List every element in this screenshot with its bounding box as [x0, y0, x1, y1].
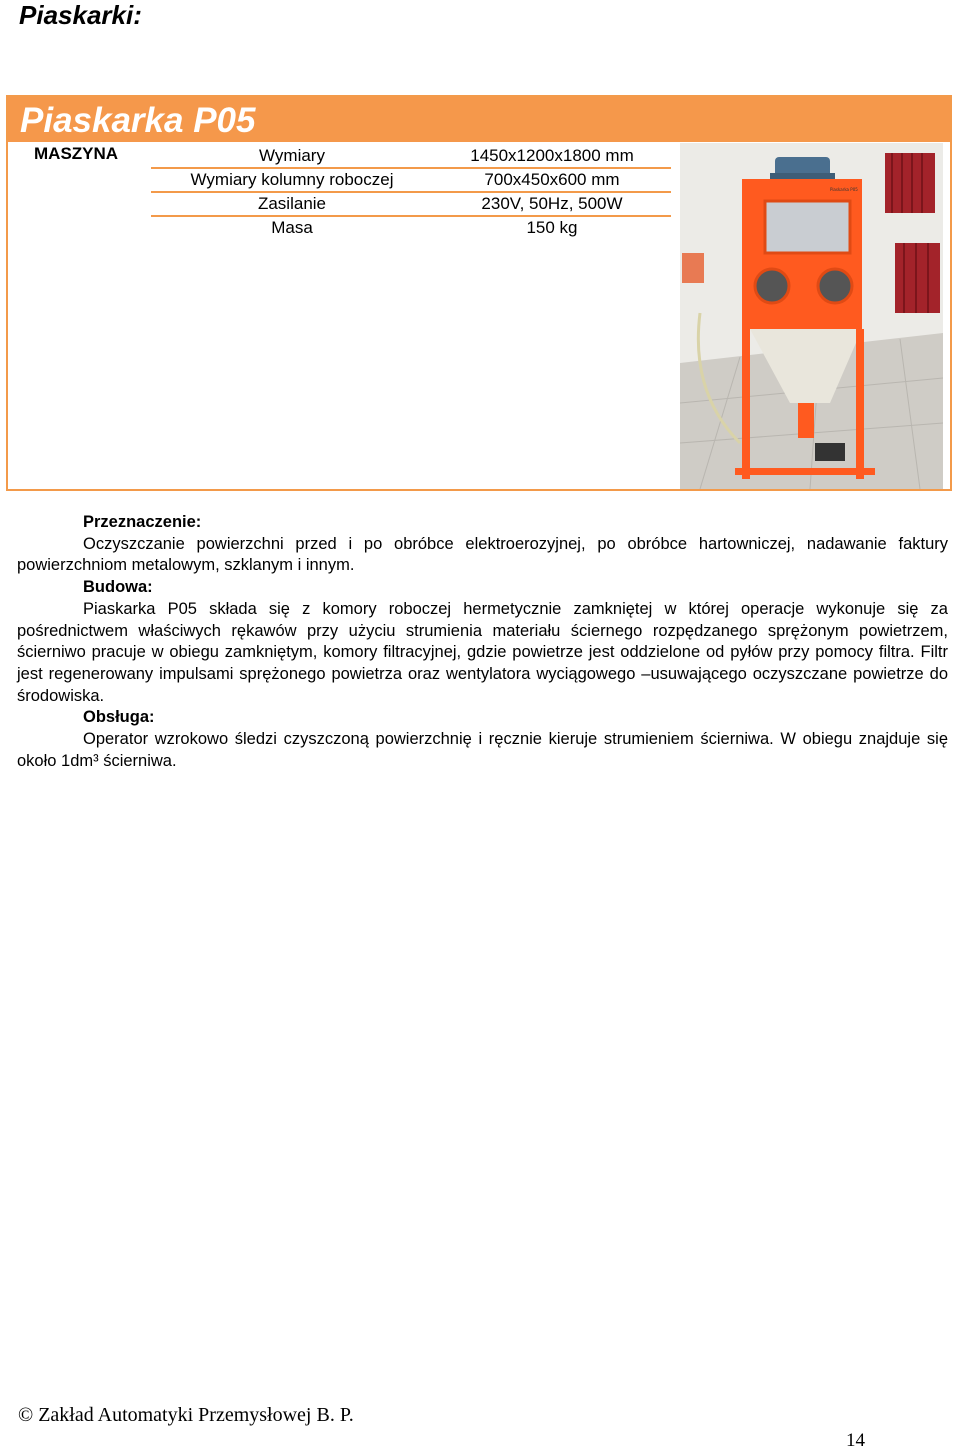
machine-label: MASZYNA — [34, 144, 119, 163]
spec-name: Masa — [271, 218, 313, 237]
product-banner — [8, 97, 950, 142]
spec-row — [151, 192, 671, 217]
spec-name: Wymiary — [259, 146, 325, 165]
product-card — [6, 95, 952, 491]
spec-row — [151, 168, 671, 193]
spec-value: 700x450x600 mm — [484, 170, 620, 189]
spec-value: 150 kg — [526, 218, 578, 237]
spec-row — [151, 144, 671, 169]
page-number: 14 — [846, 1430, 865, 1451]
spec-row — [151, 216, 671, 239]
page-heading: Piaskarki: — [19, 0, 142, 30]
spec-value: 1450x1200x1800 mm — [470, 146, 634, 165]
spec-value: 230V, 50Hz, 500W — [481, 194, 623, 213]
section-text-obsluga: Operator wzrokowo śledzi czyszczoną powierzchnię i ręcznie kieruje strumieniem ścierniwa. W obiegu znajduje się około 1dm³ ścierniwa. — [17, 730, 948, 770]
section-text-przeznaczenie: Oczyszczanie powierzchni przed i po obróbce elektroerozyjnej, po obróbce hartowniczej, nadawanie faktury powierzchniom metalowym, szklanym i innym. — [17, 534, 948, 575]
spec-name: Wymiary kolumny roboczej — [190, 170, 394, 189]
machine-photo — [680, 143, 943, 489]
product-title: Piaskarka P05 — [20, 101, 256, 140]
section-text-budowa: Piaskarka P05 składa się z komory roboczej hermetycznie zamkniętej w której operacje wykonuje się za pośrednictwem właściwych rękawów przy użyciu strumienia materiału ściernego rozpędzanego sprężonym powietrzem, ścierniwo pracuje w obiegu zamkniętym, komory filtracyjnej, gdzie powietrze jest oddzielone od pyłów przy pomocy filtra. Filtr jest regenerowany impulsami sprężonego powietrza oraz wentylatora wyciągowego –usuwającego oczyszczane powietrze do środowiska. — [17, 599, 948, 705]
footer-copyright: © Zakład Automatyki Przemysłowej B. P. — [18, 1404, 354, 1426]
section-heading-budowa: Budowa: — [83, 578, 153, 597]
section-heading-przeznaczenie: Przeznaczenie: — [83, 513, 202, 531]
svg-text:Piaskarka P05: Piaskarka P05 — [830, 187, 858, 192]
section-heading-obsluga: Obsługa: — [83, 708, 155, 727]
spec-name: Zasilanie — [257, 194, 327, 213]
content — [17, 512, 948, 772]
